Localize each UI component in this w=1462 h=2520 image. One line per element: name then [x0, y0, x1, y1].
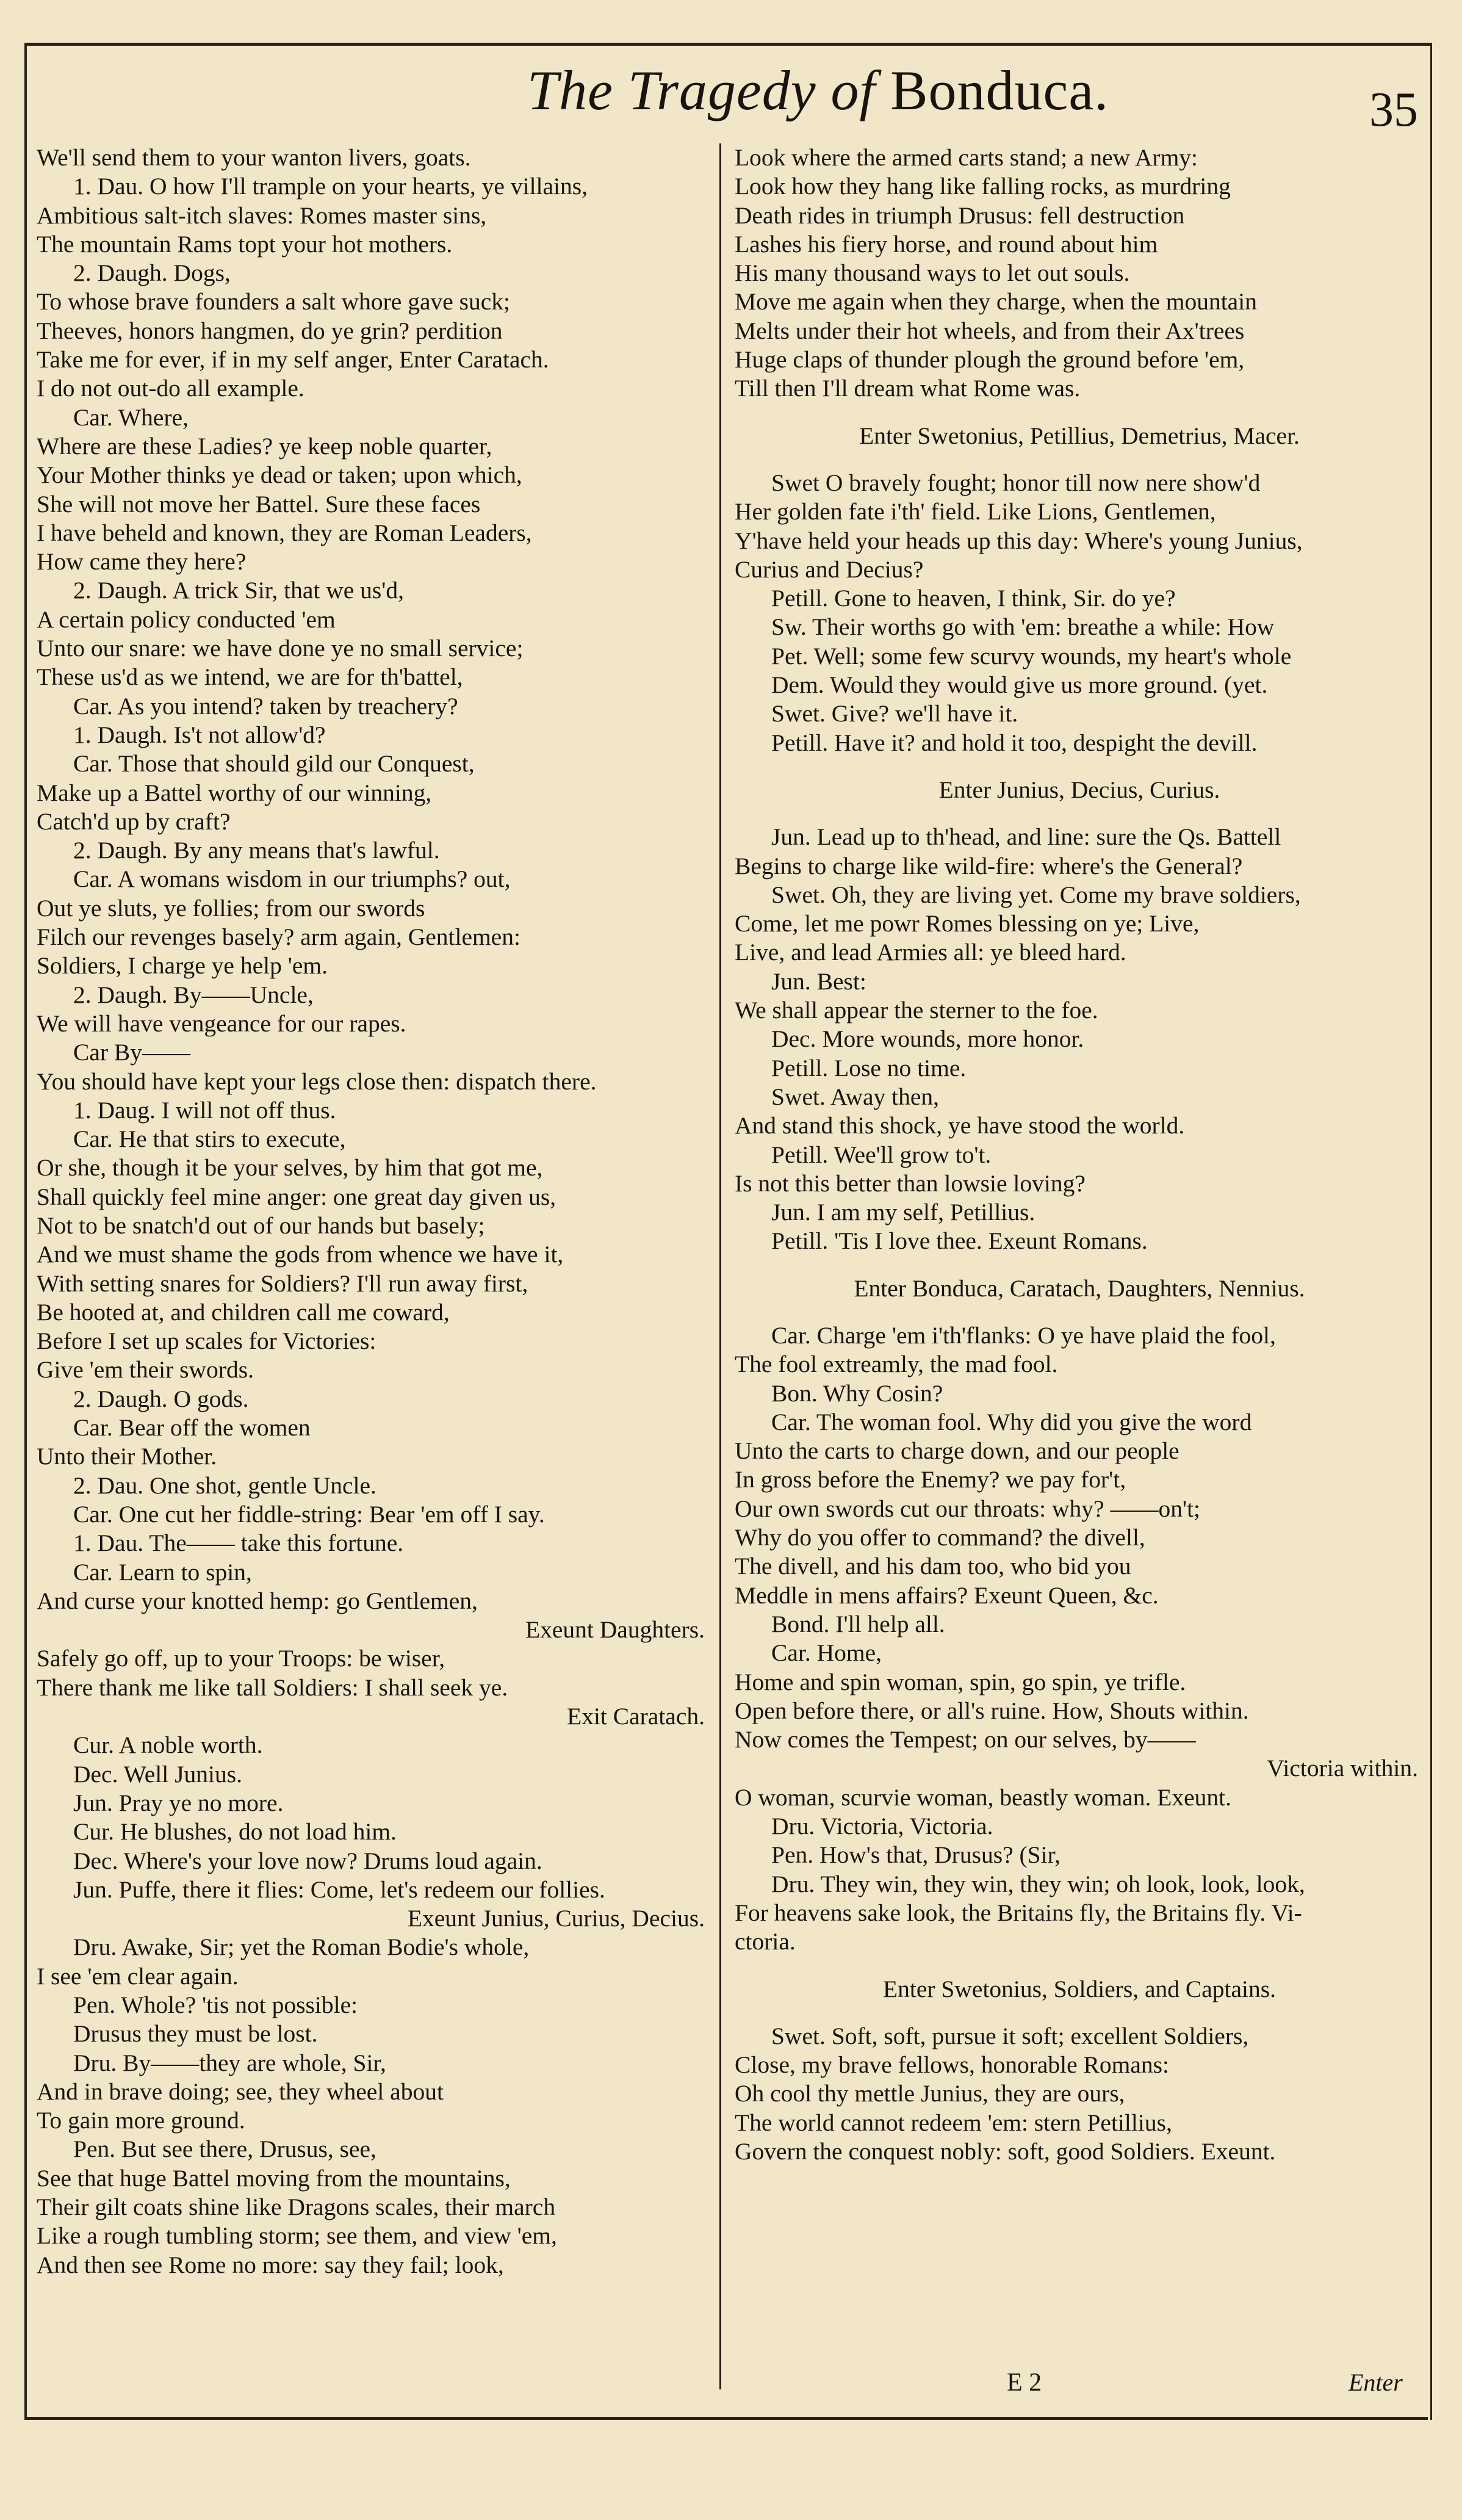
text-line: 1. Daug. I will not off thus. [73, 1096, 336, 1124]
text-line: And we must shame the gods from whence we have it, [37, 1241, 564, 1268]
text-line: Unto the carts to charge down, and our people [735, 1437, 1179, 1465]
left-column [37, 143, 711, 2280]
text-line: Oh cool thy mettle Junius, they are ours, [735, 2080, 1125, 2107]
text-line: Out ye sluts, ye follies; from our swords [37, 894, 425, 922]
text-line: We shall appear the sterner to the foe. [735, 997, 1098, 1024]
text-line: Like a rough tumbling storm; see them, and view 'em, [37, 2222, 557, 2250]
text-line: Dec. Well Junius. [73, 1760, 242, 1788]
text-line [735, 1256, 1424, 1274]
text-line: Car. Where, [73, 403, 189, 431]
text-line: I see 'em clear again. [37, 1962, 239, 1990]
text-line: And stand this shock, ye have stood the world. [735, 1112, 1185, 1139]
text-line: Car. The woman fool. Why did you give the word [771, 1408, 1252, 1435]
text-line [735, 1303, 1424, 1321]
text-line: Victoria within. [1267, 1755, 1418, 1782]
text-line: Dru. By——they are whole, Sir, [73, 2049, 386, 2076]
text-line: Jun. Puffe, there it flies: Come, let's redeem our follies. [73, 1876, 605, 1903]
text-line: 2. Daugh. O gods. [73, 1385, 249, 1412]
text-line: We will have vengeance for our rapes. [37, 1009, 406, 1037]
text-line: O woman, scurvie woman, beastly woman. Exeunt. [735, 1783, 1231, 1811]
text-line: Take me for ever, if in my self anger, Enter Caratach. [37, 346, 549, 374]
text-line: Death rides in triumph Drusus: fell destruction [735, 201, 1185, 229]
text-line: Petill. Lose no time. [771, 1054, 967, 1081]
text-line: Before I set up scales for Victories: [37, 1327, 376, 1355]
text-line: Her golden fate i'th' field. Like Lions, Gentlemen, [735, 498, 1216, 525]
text-line: Enter Swetonius, Petillius, Demetrius, Macer. [859, 422, 1300, 449]
text-line: Car. He that stirs to execute, [73, 1125, 346, 1153]
text-line: 1. Dau. O how I'll trample on your hearts, ye villains, [73, 173, 588, 200]
text-line: Safely go off, up to your Troops: be wiser, [37, 1645, 445, 1672]
text-line: Theeves, honors hangmen, do ye grin? perdition [37, 317, 503, 344]
text-line [735, 450, 1424, 469]
text-line: Filch our revenges basely? arm again, Gentlemen: [37, 923, 521, 951]
text-line: Petill. 'Tis I love thee. Exeunt Romans. [771, 1227, 1148, 1255]
text-line: How came they here? [37, 548, 247, 576]
text-line: Where are these Ladies? ye keep noble quarter, [37, 432, 492, 460]
text-line: Swet. Give? we'll have it. [771, 700, 1018, 727]
text-line: Swet O bravely fought; honor till now nere show'd [771, 469, 1261, 496]
catchword: Enter [1349, 2369, 1403, 2396]
text-line: Make up a Battel worthy of our winning, [37, 779, 432, 806]
text-line: 1. Dau. The—— take this fortune. [73, 1529, 404, 1557]
text-line: Govern the conquest nobly: soft, good Soldiers. Exeunt. [735, 2138, 1276, 2165]
text-line: You should have kept your legs close then: dispatch there. [37, 1067, 597, 1095]
text-line: Live, and lead Armies all: ye bleed hard. [735, 939, 1126, 966]
text-line: Meddle in mens affairs? Exeunt Queen, &c. [735, 1581, 1159, 1609]
text-line: Swet. Oh, they are living yet. Come my brave soldiers, [771, 881, 1301, 908]
text-line: And then see Rome no more: say they fail; look, [37, 2251, 504, 2278]
text-line: Come, let me powr Romes blessing on ye; Live, [735, 910, 1200, 937]
text-line: Petill. Gone to heaven, I think, Sir. do ye? [771, 585, 1176, 612]
column-divider [719, 143, 721, 2389]
text-line: Begins to charge like wild-fire: where's the General? [735, 852, 1243, 879]
text-line: Bond. I'll help all. [771, 1610, 945, 1637]
text-line: Dec. More wounds, more honor. [771, 1025, 1084, 1053]
text-line: Lashes his fiery horse, and round about him [735, 230, 1158, 258]
text-line: 2. Daugh. A trick Sir, that we us'd, [73, 577, 405, 604]
text-line: Enter Junius, Decius, Curius. [938, 776, 1220, 803]
text-line: Exeunt Daughters. [525, 1616, 705, 1644]
text-line: Cur. He blushes, do not load him. [73, 1818, 397, 1846]
text-line: Jun. Best: [771, 967, 866, 995]
text-line: Not to be snatch'd out of our hands but basely; [37, 1211, 485, 1239]
text-line: Ambitious salt-itch slaves: Romes master sins, [37, 201, 487, 229]
running-header [27, 46, 1430, 137]
text-line: Their gilt coats shine like Dragons scales, their march [37, 2193, 556, 2221]
text-line: Dec. Where's your love now? Drums loud again. [73, 1847, 542, 1874]
text-line: ctoria. [735, 1928, 796, 1955]
text-line: Unto our snare: we have done ye no small service; [37, 635, 524, 662]
text-line: To gain more ground. [37, 2107, 245, 2134]
text-line: Curius and Decius? [735, 555, 924, 583]
text-line: Till then I'll dream what Rome was. [735, 375, 1081, 402]
text-line: The fool extreamly, the mad fool. [735, 1351, 1058, 1378]
text-line: Car By—— [73, 1039, 191, 1066]
title-prefix: The Tragedy of [527, 59, 876, 121]
text-line: Cur. A noble worth. [73, 1731, 263, 1759]
text-line: Huge claps of thunder plough the ground before 'em, [735, 346, 1245, 374]
text-line: The divell, and his dam too, who bid you [735, 1553, 1131, 1580]
text-line: In gross before the Enemy? we pay for't, [735, 1466, 1126, 1493]
text-line: These us'd as we intend, we are for th'battel, [37, 663, 463, 691]
text-line: I have beheld and known, they are Roman Leaders, [37, 519, 532, 546]
text-line: Petill. Have it? and hold it too, despight the devill. [771, 729, 1258, 756]
title-name: Bonduca. [890, 59, 1109, 121]
text-line: For heavens sake look, the Britains fly, the Britains fly. Vi- [735, 1899, 1302, 1926]
text-line: A certain policy conducted 'em [37, 605, 336, 633]
text-line: Give 'em their swords. [37, 1356, 254, 1384]
right-column [735, 143, 1424, 2166]
text-line: Shall quickly feel mine anger: one great day given us, [37, 1183, 556, 1210]
text-line: Pen. Whole? 'tis not possible: [73, 1991, 358, 2018]
page-frame [24, 43, 1432, 2420]
text-line: Enter Swetonius, Soldiers, and Captains. [883, 1975, 1276, 2002]
text-line: I do not out-do all example. [37, 375, 304, 402]
text-line: Our own swords cut our throats: why? ——on't; [735, 1495, 1201, 1522]
text-line: Catch'd up by craft? [37, 807, 231, 835]
text-line: 2. Daugh. By any means that's lawful. [73, 837, 440, 864]
text-line: Look how they hang like falling rocks, as murdring [735, 173, 1231, 200]
text-line [735, 757, 1424, 776]
text-line: Car. Those that should gild our Conquest, [73, 750, 475, 778]
text-line: The world cannot redeem 'em: stern Petillius, [735, 2109, 1172, 2136]
text-line: Enter Bonduca, Caratach, Daughters, Nennius. [854, 1274, 1305, 1302]
text-line [735, 2004, 1424, 2022]
text-line: Y'have held your heads up this day: Where's young Junius, [735, 527, 1303, 554]
text-line: Pet. Well; some few scurvy wounds, my heart's whole [771, 642, 1292, 670]
text-line: Exit Caratach. [567, 1703, 705, 1730]
text-line: Drusus they must be lost. [73, 2020, 318, 2048]
text-line: To whose brave founders a salt whore gave suck; [37, 288, 511, 316]
text-line: We'll send them to your wanton livers, goats. [37, 144, 471, 171]
text-line: Dru. Awake, Sir; yet the Roman Bodie's whole, [73, 1933, 530, 1961]
text-line: Jun. Pray ye no more. [73, 1789, 284, 1816]
text-line: Or she, though it be your selves, by him that got me, [37, 1154, 543, 1182]
text-line: Home and spin woman, spin, go spin, ye trifle. [735, 1668, 1186, 1695]
text-line: Be hooted at, and children call me coward, [37, 1298, 450, 1326]
text-line: Why do you offer to command? the divell, [735, 1524, 1145, 1551]
page-title [527, 58, 1109, 123]
text-line: Bon. Why Cosin? [771, 1379, 943, 1407]
text-line: Exeunt Junius, Curius, Decius. [407, 1905, 705, 1932]
text-line: Now comes the Tempest; on our selves, by—— [735, 1726, 1196, 1753]
text-line: And curse your knotted hemp: go Gentlemen, [37, 1587, 478, 1614]
text-line: There thank me like tall Soldiers: I shall seek ye. [37, 1673, 508, 1701]
text-line: Close, my brave fellows, honorable Romans: [735, 2051, 1169, 2079]
text-line: Dru. Victoria, Victoria. [771, 1813, 993, 1840]
text-line [735, 403, 1424, 422]
text-line: Car. One cut her fiddle-string: Bear 'em off I say. [73, 1500, 545, 1528]
text-line: Car. Home, [771, 1639, 882, 1667]
text-line: She will not move her Battel. Sure these faces [37, 490, 481, 518]
page-number: 35 [1369, 83, 1418, 137]
text-line: Car. Charge 'em i'th'flanks: O ye have plaid the fool, [771, 1321, 1276, 1349]
text-line: With setting snares for Soldiers? I'll run away first, [37, 1269, 528, 1297]
text-line: Pen. How's that, Drusus? (Sir, [771, 1841, 1061, 1869]
text-line: Is not this better than lowsie loving? [735, 1169, 1086, 1197]
text-line: Sw. Their worths go with 'em: breathe a while: How [771, 613, 1275, 641]
text-line: Look where the armed carts stand; a new Army: [735, 144, 1198, 171]
text-line: Open before there, or all's ruine. How, Shouts within. [735, 1697, 1249, 1724]
text-line [735, 1957, 1424, 1975]
text-line: 1. Daugh. Is't not allow'd? [73, 721, 326, 748]
text-line: Swet. Soft, soft, pursue it soft; excellent Soldiers, [771, 2022, 1249, 2049]
text-line: Car. A womans wisdom in our triumphs? out, [73, 865, 511, 893]
text-line: Move me again when they charge, when the mountain [735, 288, 1257, 316]
text-line: 2. Daugh. Dogs, [73, 259, 231, 287]
text-line: See that huge Battel moving from the mountains, [37, 2164, 511, 2192]
text-line: Soldiers, I charge ye help 'em. [37, 952, 328, 980]
text-line: Unto their Mother. [37, 1443, 217, 1470]
text-line: Car. Learn to spin, [73, 1558, 252, 1586]
text-line: Jun. I am my self, Petillius. [771, 1199, 1035, 1226]
text-line: And in brave doing; see, they wheel about [37, 2078, 444, 2105]
text-line: Melts under their hot wheels, and from their Ax'trees [735, 317, 1245, 344]
text-line: Dem. Would they would give us more ground. (yet. [771, 671, 1268, 699]
text-line: The mountain Rams topt your hot mothers. [37, 230, 453, 258]
text-line: Jun. Lead up to th'head, and line: sure the Qs. Battell [771, 823, 1281, 851]
text-line: His many thousand ways to let out souls. [735, 259, 1130, 287]
text-line: Car. Bear off the women [73, 1414, 311, 1442]
text-line: Pen. But see there, Drusus, see, [73, 2136, 376, 2163]
text-line: Dru. They win, they win, they win; oh look, look, look, [771, 1870, 1305, 1897]
signature-mark: E 2 [1007, 2369, 1042, 2397]
text-line [735, 804, 1424, 823]
text-line: 2. Daugh. By——Uncle, [73, 981, 314, 1008]
text-line: Petill. Wee'll grow to't. [771, 1141, 992, 1168]
text-line: Car. As you intend? taken by treachery? [73, 692, 458, 720]
text-line: 2. Dau. One shot, gentle Uncle. [73, 1471, 376, 1499]
footer-rule [24, 2417, 1428, 2420]
text-line: Your Mother thinks ye dead or taken; upon which, [37, 461, 522, 489]
text-line: Swet. Away then, [771, 1083, 940, 1110]
